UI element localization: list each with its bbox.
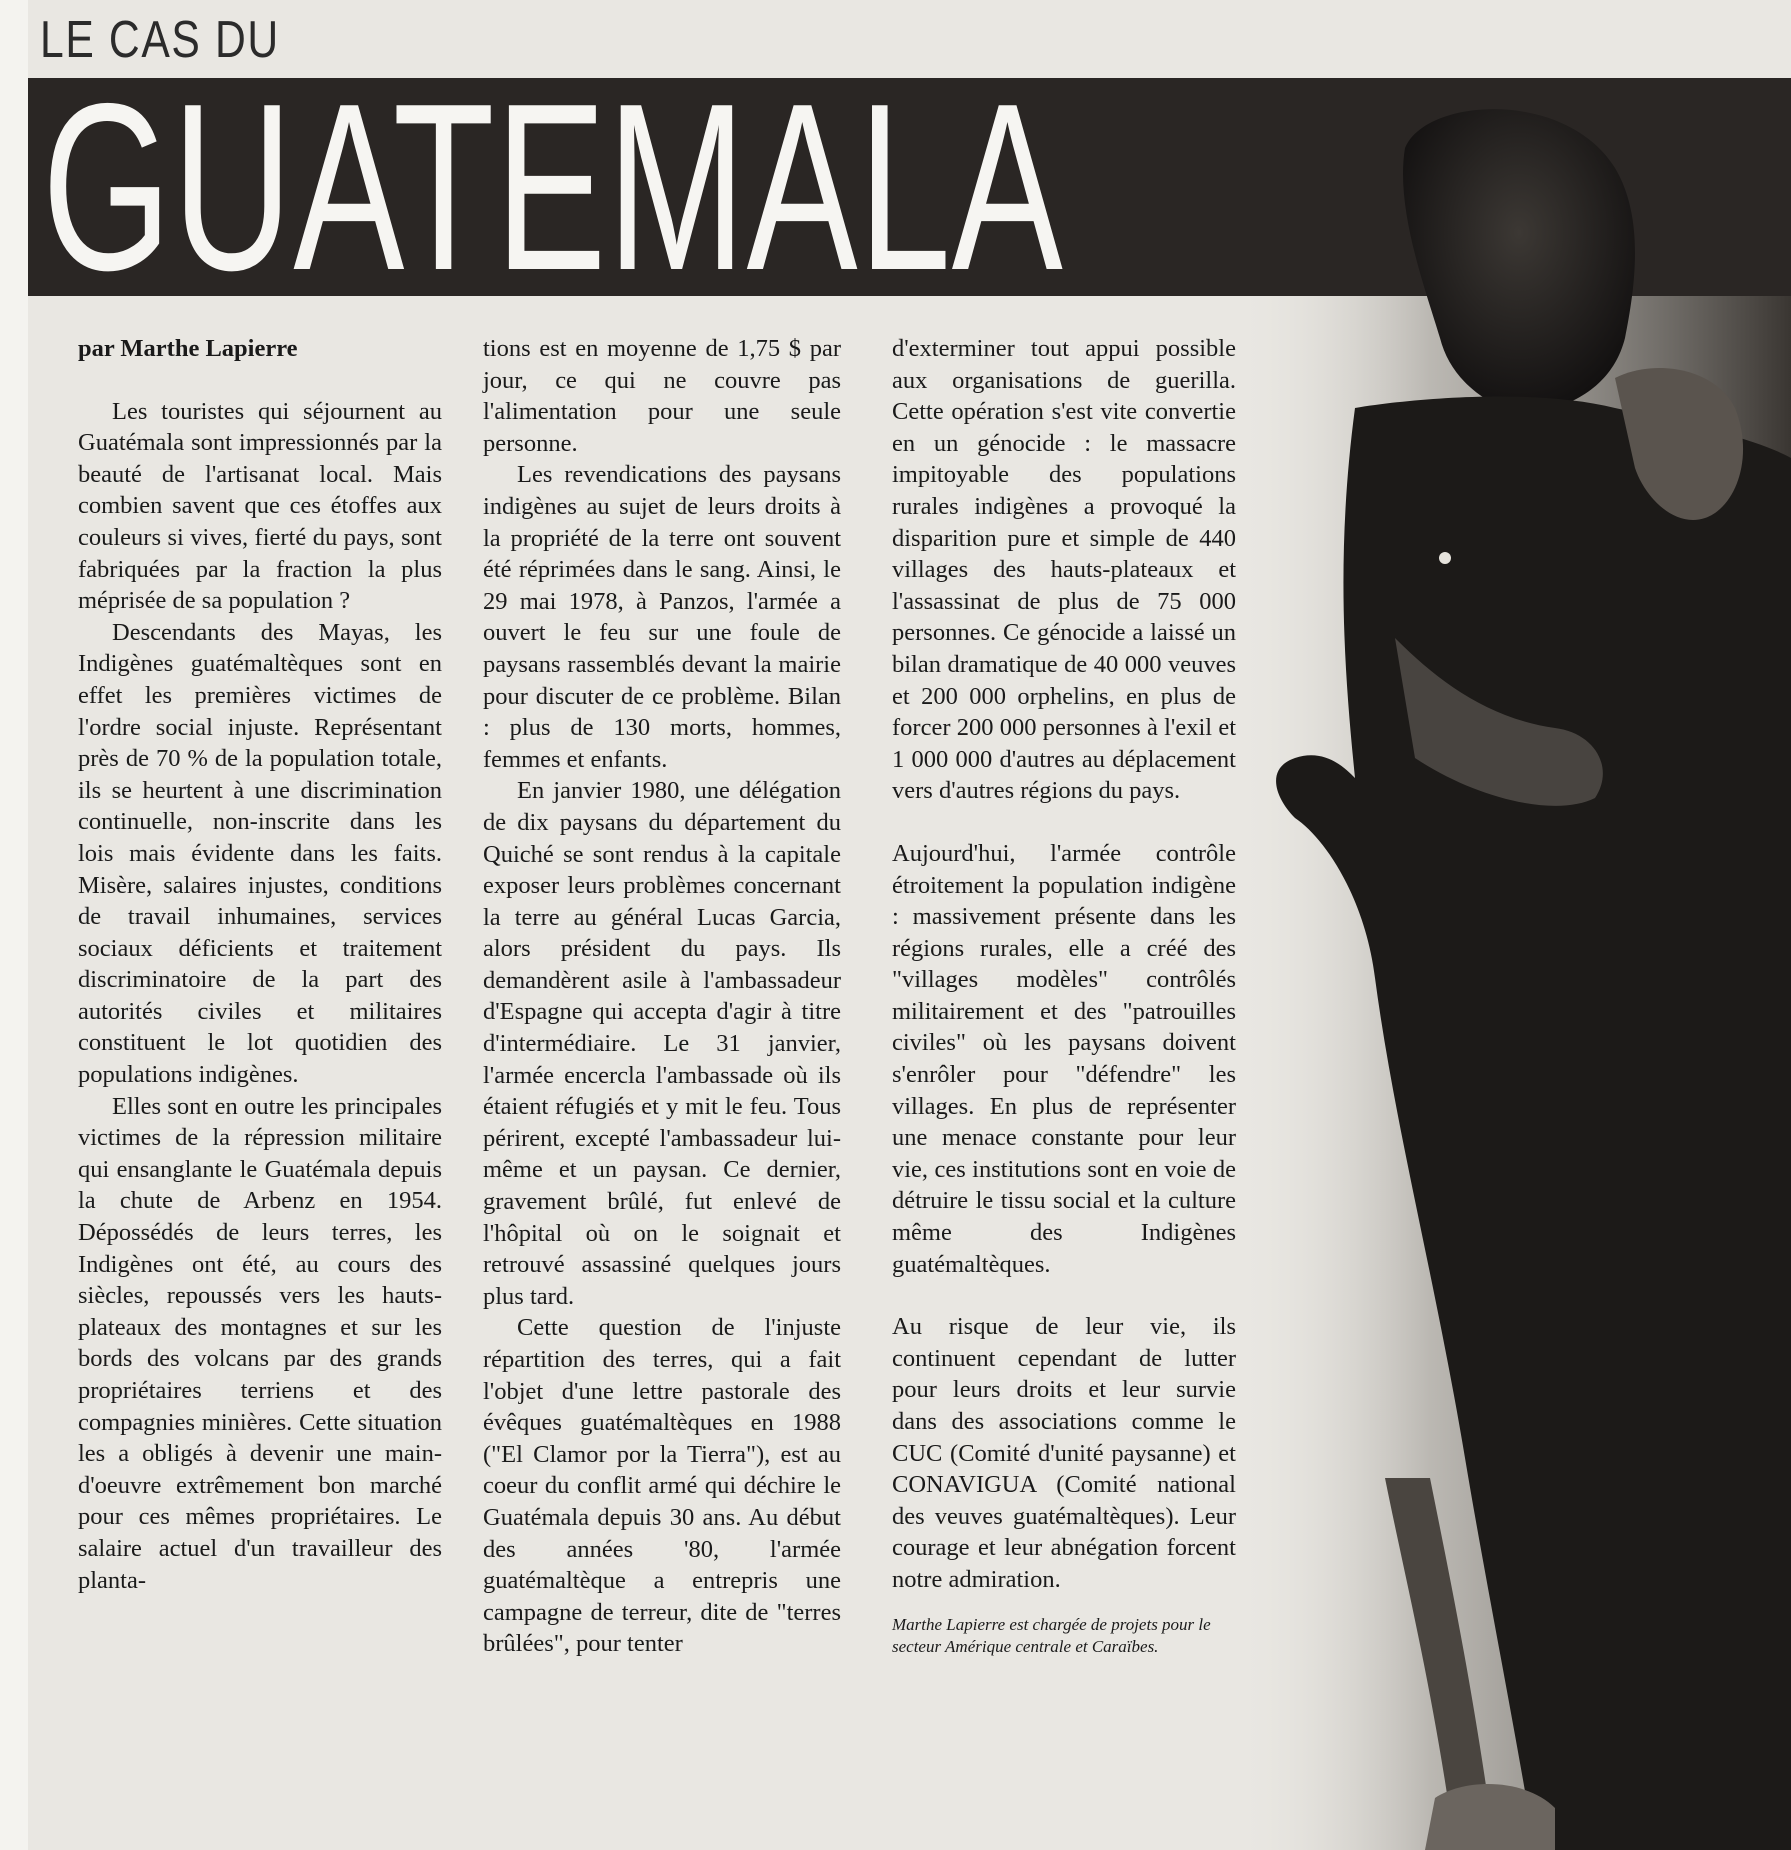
paragraph: d'exterminer tout appui possible aux organisations de guerilla. Cette opération s'est vite convertie en un génocide : le massacre impitoyable des populations rurales indigènes a provoqué la disparition pure et simple de 440 villages des hauts-plateaux et l'assassinat de plus de 75 000 personnes. Ce génocide a laissé un bilan dramatique de 40 000 veuves et 200 000 orphelins, en plus de forcer 200 000 personnes à l'exil et 1 000 000 d'autres au déplacement vers d'autres régions du pays. [892, 335, 1236, 805]
headline-title: GUATEMALA [42, 55, 1064, 320]
article-column-3 [892, 333, 1236, 1658]
paragraph: Les touristes qui séjournent au Guatémala sont impressionnés par la beauté de l'artisanat local. Mais combien savent que ces étoffes aux couleurs si vives, fierté du pays, sont fabriquées par la fraction la plus méprisée de sa population ? [78, 397, 442, 615]
paragraph: Cette question de l'injuste répartition des terres, qui a fait l'objet d'une lettre pastorale des évêques guatémaltèques en 1988 ("El Clamor por la Tierra"), est au coeur du conflit armé qui déchire le Guatémala depuis 30 ans. Au début des années '80, l'armée guatémaltèque a entrepris une campagne de terreur, dite de "terres brûlées", pour tenter [483, 1314, 841, 1658]
paragraph: Au risque de leur vie, ils continuent cependant de lutter pour leurs droits et leur survie dans des associations comme le CUC (Comité d'unité paysanne) et CONAVIGUA (Comité national des veuves guatémaltèques). Leur courage et leur abnégation forcent notre admiration. [892, 1313, 1236, 1593]
page-left-margin [0, 0, 28, 1850]
paragraph: Les revendications des paysans indigènes au sujet de leurs droits à la propriété de la terre ont souvent été réprimées dans le sang. Ainsi, le 29 mai 1978, à Panzos, l'armée a ouvert le feu sur une foule de paysans rassemblés devant la mairie pour discuter de ce problème. Bilan : plus de 130 morts, hommes, femmes et enfants. [483, 461, 841, 773]
paragraph: Elles sont en outre les principales victimes de la répression militaire qui ensanglante le Guatémala depuis la chute de Arbenz en 1954. Dépossédés de leurs terres, les Indigènes ont été, au cours des siècles, repoussés vers les hauts-plateaux des montagnes et sur les bords des volcans par des grands propriétaires terriens et des compagnies minières. Cette situation les a obligés à devenir une main-d'oeuvre extrêmement bon marché pour ces mêmes propriétaires. Le salaire actuel d'un travailleur des planta- [78, 1092, 442, 1594]
article-column-1 [78, 333, 442, 1596]
author-note: Marthe Lapierre est chargée de projets pour le secteur Amérique centrale et Caraïbes. [892, 1614, 1211, 1656]
article-column-2 [483, 333, 841, 1660]
paragraph: Aujourd'hui, l'armée contrôle étroitement la population indigène : massivement présente dans les régions rurales, elle a créé des "villages modèles" contrôlés militairement et des "patrouilles civiles" où les paysans doivent s'enrôler pour "défendre" les villages. En plus de représenter une menace constante pour leur vie, ces institutions sont en voie de détruire le tissu social et la culture même des Indigènes guatémaltèques. [892, 839, 1236, 1278]
paragraph: En janvier 1980, une délégation de dix paysans du département du Quiché se sont rendus à la capitale exposer leurs problèmes concernant la terre au général Lucas Garcia, alors président du pays. Ils demandèrent asile à l'ambassadeur d'Espagne qui accepta d'agir à titre d'intermédiaire. Le 31 janvier, l'armée encercla l'ambassade où ils étaient réfugiés et y mit le feu. Tous périrent, excepté l'ambassadeur lui-même et un paysan. Ce dernier, gravement brûlé, fut enlevé de l'hôpital où on le soignait et retrouvé assassiné quelques jours plus tard. [483, 777, 841, 1310]
headline-kicker: LE CAS DU [40, 11, 280, 69]
paragraph: tions est en moyenne de 1,75 $ par jour, ce qui ne couvre pas l'alimentation pour une seule personne. [483, 335, 841, 457]
photo-woman-carrying-child-icon [1235, 78, 1791, 1850]
paragraph: Descendants des Mayas, les Indigènes guatémaltèques sont en effet les premières victimes de l'ordre social injuste. Représentant près de 70 % de la population totale, ils se heurtent à une discrimination continuelle, non-inscrite dans les lois mais évidente dans les faits. Misère, salaires injustes, conditions de travail inhumaines, services sociaux déficients et traitement discriminatoire de la part des autorités civiles et militaires constituent le lot quotidien des populations indigènes. [78, 618, 442, 1089]
byline: par Marthe Lapierre [78, 335, 298, 362]
